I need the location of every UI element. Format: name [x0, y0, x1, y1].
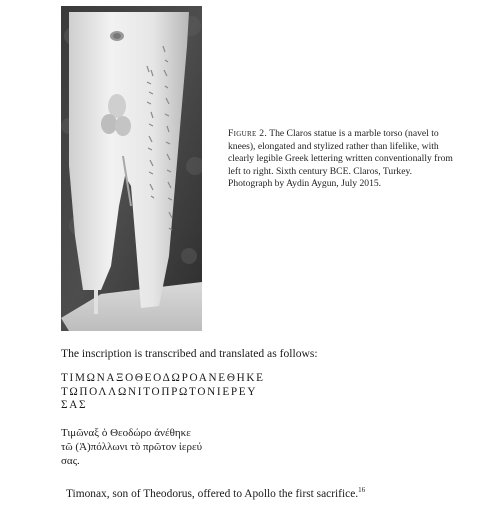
inscription-minuscule	[61, 427, 261, 468]
inscription-capitals-line: ΤΩΠΟΛΛΩΝΙΤΟΠΡΩΤΟΝΙΕΡΕΥ	[61, 385, 258, 398]
figure-caption-text: The Claros statue is a marble torso (navel to knees), elongated and stylized rather than lifelike, with clearly legible Greek lettering written conventionally from left to right. Sixth century BCE. Claros, Turkey. Photograph by Aydin Aygun, July 2015.	[228, 128, 453, 190]
inscription-minuscule-line: σας.	[61, 454, 80, 467]
translation-paragraph	[66, 486, 466, 500]
figure-label: Figure 2.	[228, 128, 268, 139]
inscription-capitals-line: ΤΙΜΩΝΑΞΟΘΕΟΔΩΡΟΑΝΕΘΗΚΕ	[61, 372, 265, 384]
inscription-minuscule-line: τῶ (Ἀ)πόλλωνι τὸ πρῶτον ἱερεύ	[61, 440, 203, 453]
inscription-minuscule-line: Τιμῶναξ ὁ Θεοδώρο ἀνέθηκε	[61, 427, 191, 439]
statue-photograph	[61, 6, 202, 331]
footnote-reference[interactable]: 16	[358, 486, 366, 494]
figure-caption	[228, 128, 456, 191]
inscription-capitals	[61, 372, 391, 413]
intro-paragraph: The inscription is transcribed and translated as follows:	[61, 347, 318, 360]
inscription-capitals-line: ΣΑΣ	[61, 399, 88, 412]
translation-text: Timonax, son of Theodorus, offered to Apollo the first sacrifice.	[66, 487, 359, 500]
